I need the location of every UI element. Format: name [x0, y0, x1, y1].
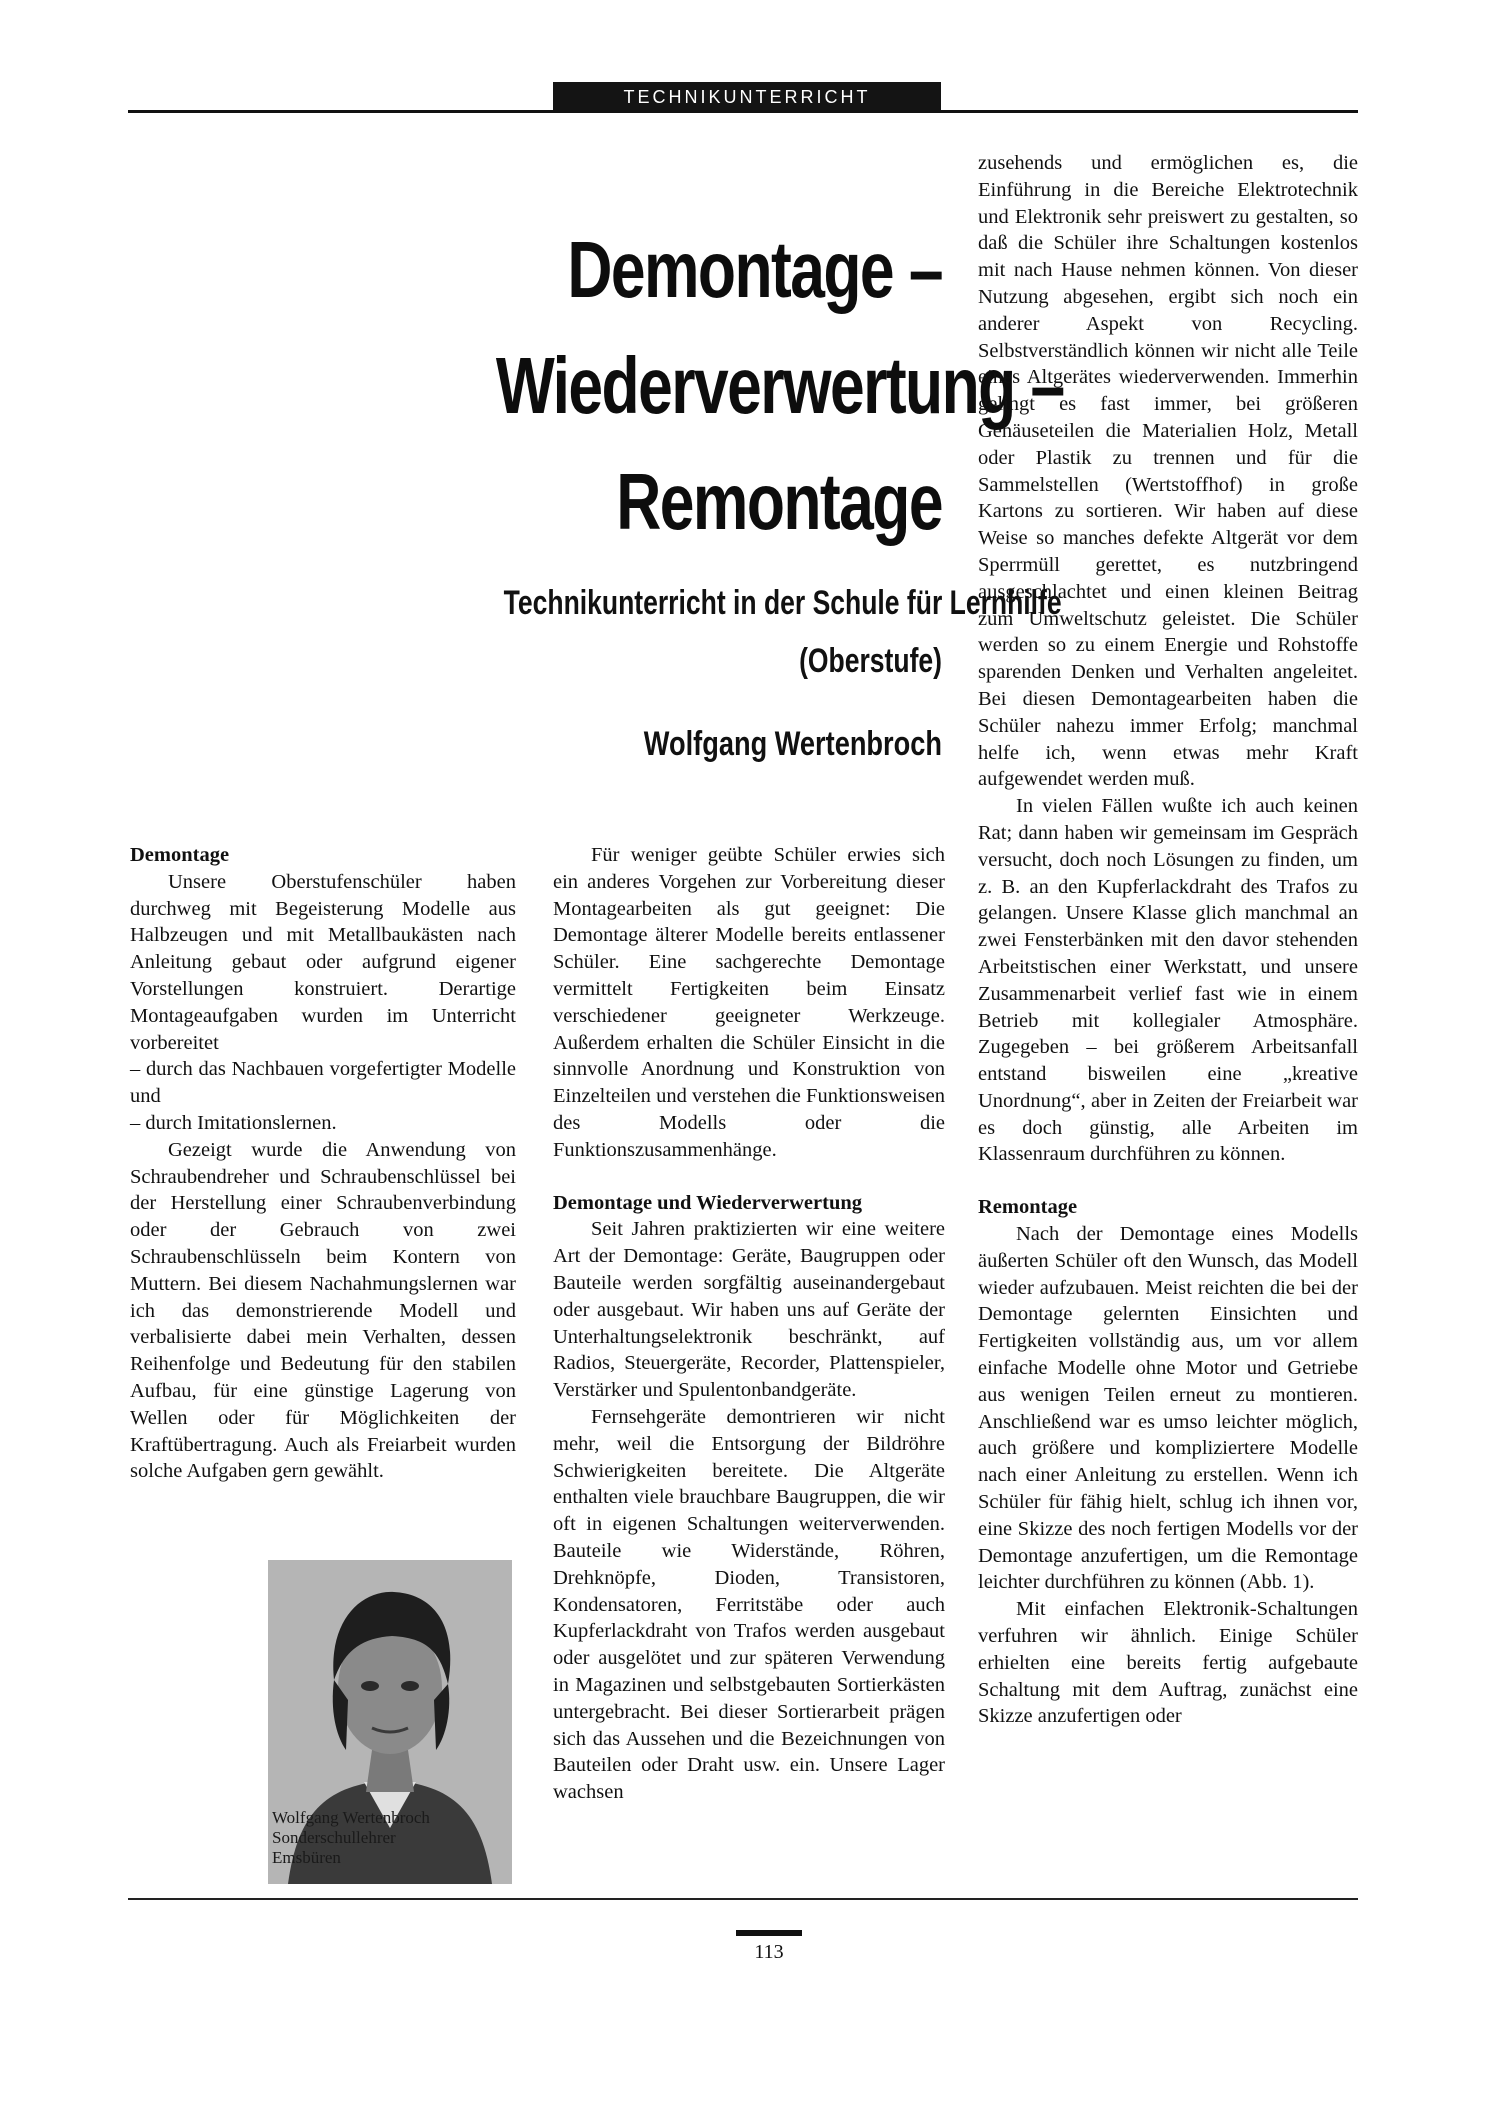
- paragraph: Gezeigt wurde die Anwendung von Schraubendreher und Schraubenschlüssel bei der Herstellung einer Schraubenverbindung oder der Gebrauch von zwei Schraubenschlüsseln beim Kontern von Muttern. Bei diesem Nachahmungslernen war ich das demonstrierende Modell und verbalisierte dabei mein Verhalten, dessen Reihenfolge und Bedeutung für den stabilen Aufbau, für eine günstige Lagerung von Wellen oder für Möglichkeiten der Kraftübertragung. Auch als Freiarbeit wurden solche Aufgaben gern gewählt.: [130, 1138, 516, 1483]
- paragraph: Für weniger geübte Schüler erwies sich ein anderes Vorgehen zur Vorbereitung dieser Montagearbeiten als gut geeignet: Die Demontage älterer Modelle bereits entlassener Schüler. Eine sachgerechte Demontage vermittelt Fertigkeiten beim Einsatz verschiedener geeigneter Werkzeuge. Außerdem erhalten die Schüler Einsicht in die sinnvolle Anordnung und Konstruktion von Einzelteilen und verstehen die Funktionsweisen des Modells oder die Funktionszusammenhänge.: [553, 844, 945, 1161]
- section-heading-remontage: Remontage: [978, 1196, 1078, 1219]
- title-line-3: Remontage: [616, 457, 942, 546]
- paragraph: Unsere Oberstufenschüler haben durchweg mit Begeisterung Modelle aus Halbzeugen und mit Metallbaukästen nach Anleitung gebaut oder aufgrund eigener Vorstellungen konstruiert. Derartige Montageaufgaben wurden im Unterricht vorbereitet: [130, 870, 516, 1054]
- list-item: – durch das Nachbauen vorgefertigter Modelle und: [130, 1058, 516, 1108]
- article-subtitle: [503, 574, 1062, 690]
- paragraph: Nach der Demontage eines Modells äußerten Schüler oft den Wunsch, das Modell wieder aufzubauen. Meist reichten die bei der Demontage gelernten Einsichten und Fertigkeiten vollständig aus, um vor allem einfache Modelle ohne Motor und Getriebe aus wenigen Teilen erneut zu montieren. Anschließend war es umso leichter möglich, auch größere und kompliziertere Modelle nach einer Anleitung zu erstellen. Wenn ich Schüler für fähig hielt, schlug ich ihnen vor, eine Skizze des noch fertigen Modells vor der Demontage anzufertigen, um die Remontage leichter durchführen zu können (Abb. 1).: [978, 1223, 1358, 1594]
- title-line-2: Wiederverwertung –: [495, 341, 1064, 430]
- section-heading-demontage: Demontage: [130, 844, 230, 866]
- paragraph: Seit Jahren praktizierten wir eine weitere Art der Demontage: Geräte, Baugruppen oder Bauteile werden sorgfältig auseinandergebaut oder ausgebaut. Wir haben uns auf Geräte der Unterhaltungselektronik beschränkt, auf Radios, Steuergeräte, Recorder, Plattenspieler, Verstärker und Spulentonbandgeräte.: [553, 1218, 945, 1402]
- caption-name: Wolfgang Wertenbroch: [272, 1808, 430, 1827]
- footer-rule: [128, 1898, 1358, 1900]
- photo-caption: [272, 1808, 508, 1868]
- header-rule: [128, 110, 1358, 113]
- list-item: – durch Imitationslernen.: [130, 1111, 337, 1134]
- title-line-1: Demontage –: [567, 225, 942, 314]
- subtitle-line-2: (Oberstufe): [799, 642, 942, 680]
- page-number-bar: [736, 1930, 802, 1936]
- paragraph: Mit einfachen Elektronik-Schaltungen verfuhren wir ähnlich. Einige Schüler erhielten eine bereits fertig aufgebaute Schaltung mit dem Auftrag, zunächst eine Skizze anzufertigen oder: [978, 1598, 1358, 1728]
- column-left: [130, 842, 516, 1485]
- caption-place: Emsbüren: [272, 1848, 341, 1867]
- page-number: 113: [754, 1941, 784, 1963]
- article-author: Wolfgang Wertenbroch: [643, 725, 942, 763]
- paragraph: zusehends und ermöglichen es, die Einführung in die Bereiche Elektrotechnik und Elektronik sehr preiswert zu gestalten, so daß die Schüler ihre Schaltungen kostenlos mit nach Hause nehmen können. Von dieser Nutzung abgesehen, ergibt sich noch ein anderer Aspekt von Recycling. Selbstverständlich können wir nicht alle Teile eines Altgerätes wiederverwenden. Immerhin gelingt es fast immer, bei größeren Gehäuseteilen die Materialien Holz, Metall oder Plastik zu trennen und für die Sammelstellen (Wertstoffhof) in große Kartons zu sortieren. Wir haben auf diese Weise so manches defekte Altgerät vor dem Sperrmüll gerettet, es nutzbringend ausgeschlachtet und einen kleinen Beitrag zum Umweltschutz geleistet. Die Schüler werden so zu einem Energie und Rohstoffe sparenden Denken und Verhalten angeleitet. Bei diesen Demontagearbeiten haben die Schüler nahezu immer Erfolg; manchmal helfe ich, wenn etwas mehr Kraft aufgewendet werden muß.: [978, 152, 1358, 791]
- section-heading-wiederverwertung: Demontage und Wiederverwertung: [553, 1191, 862, 1214]
- column-middle: [553, 842, 945, 1806]
- article-title: [495, 212, 1064, 560]
- paragraph: Fernsehgeräte demontrieren wir nicht mehr, weil die Entsorgung der Bildröhre Schwierigkeiten bereitete. Die Altgeräte enthalten viele brauchbare Baugruppen, die wir oft in eigenen Schaltungen weiterverwenden. Bauteile wie Widerstände, Röhren, Drehknöpfe, Dioden, Transistoren, Kondensatoren, Ferritstäbe oder auch Kupferlackdraht von Trafos werden ausgebaut oder ausgelötet und zur späteren Verwendung in Magazinen und selbstgebauten Sortierkästen untergebracht. Bei dieser Sortierarbeit prägen sich das Aussehen und die Bezeichnungen von Bauteilen oder Draht usw. ein. Unsere Lager wachsen: [553, 1405, 945, 1804]
- section-header: TECHNIKUNTERRICHT: [553, 82, 941, 112]
- column-right: [978, 150, 1358, 1730]
- caption-role: Sonderschullehrer: [272, 1828, 396, 1847]
- subtitle-line-1: Technikunterricht in der Schule für Lernhilfe: [503, 584, 1062, 622]
- paragraph: In vielen Fällen wußte ich auch keinen Rat; dann haben wir gemeinsam im Gespräch versucht, doch noch Lösungen zu finden, um z. B. an den Kupferlackdraht des Trafos zu gelangen. Unsere Klasse glich manchmal an zwei Fensterbänken mit den davor stehenden Arbeitstischen einer Werkstatt, und unsere Zusammenarbeit verlief fast wie in einem Betrieb mit kollegialer Atmosphäre. Zugegeben – bei größerem Arbeitsanfall entstand bisweilen eine „kreative Unordnung“, aber in Zeiten der Freiarbeit war es doch günstig, alle Arbeiten im Klassenraum durchführen zu können.: [978, 795, 1358, 1166]
